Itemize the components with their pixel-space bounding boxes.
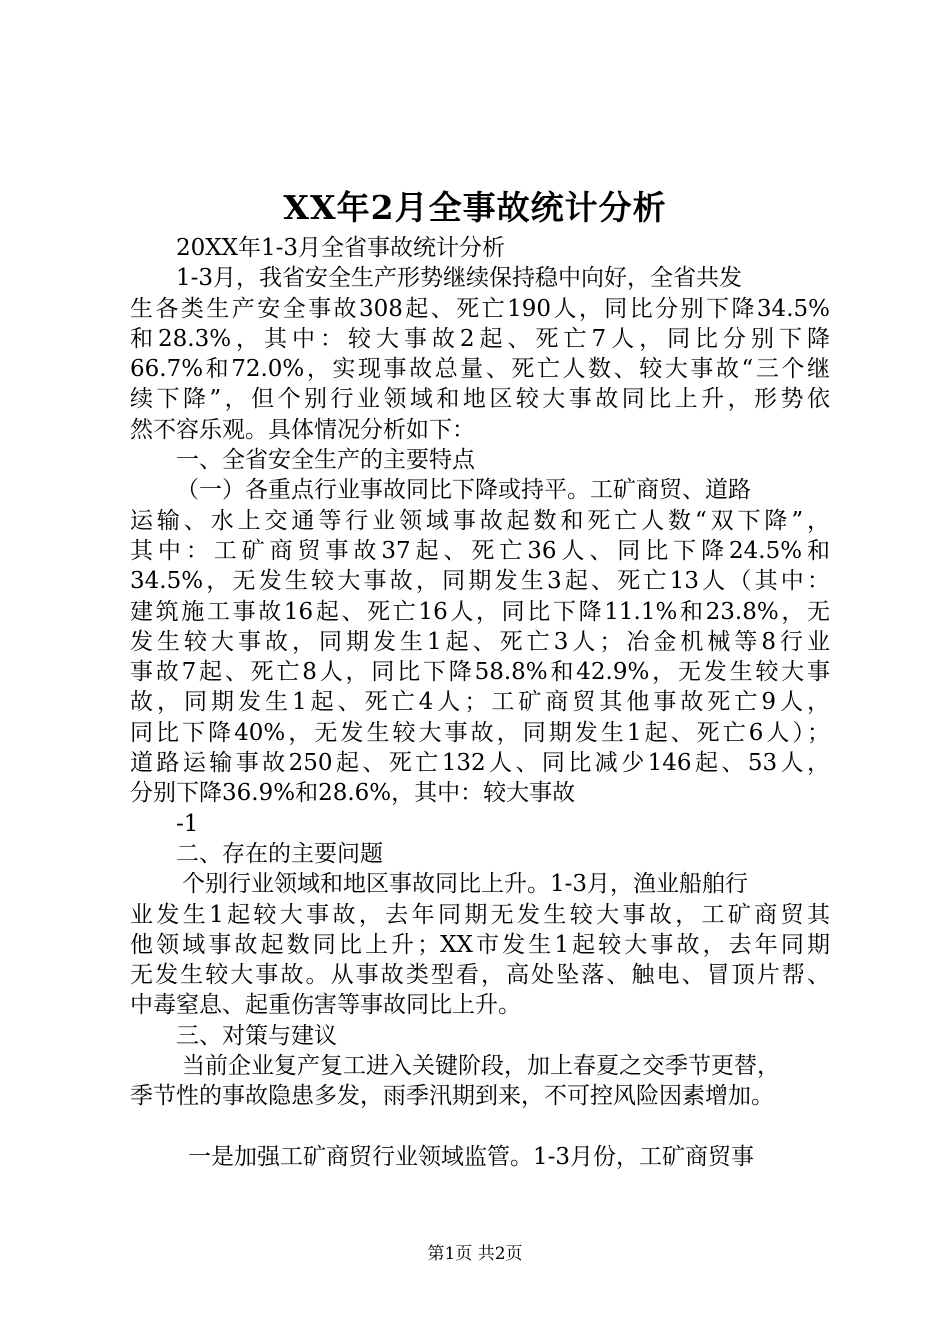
text-line: 道路运输事故250起、死亡132人、同比减少146起、53人， xyxy=(130,750,830,777)
page-footer: 第1页 共2页 xyxy=(427,1244,523,1264)
text-line: 生各类生产安全事故308起、死亡190人，同比分别下降34.5% xyxy=(130,295,830,322)
text-line: 34.5%，无发生较大事故，同期发生3起、死亡13人（其中： xyxy=(130,568,830,595)
text-line: 续下降”，但个别行业领域和地区较大事故同比上升，形势依 xyxy=(130,386,830,413)
document-body xyxy=(130,233,830,1172)
text-line: 然不容乐观。具体情况分析如下： xyxy=(130,416,475,443)
text-line: 分别下降36.9%和28.6%，其中：较大事故 xyxy=(130,780,576,807)
text-line: 发生较大事故，同期发生1起、死亡3人；冶金机械等8行业 xyxy=(130,628,830,655)
paragraph-gap xyxy=(130,1112,830,1142)
text-line: 建筑施工事故16起、死亡16人，同比下降11.1%和23.8%，无 xyxy=(130,598,830,625)
text-line: 无发生较大事故。从事故类型看，高处坠落、触电、冒顶片帮、 xyxy=(130,962,830,989)
text-line: 事故7起、死亡8人，同比下降58.8%和42.9%，无发生较大事 xyxy=(130,659,830,686)
text-line: 1-3月，我省安全生产形势继续保持稳中向好，全省共发 xyxy=(176,265,743,292)
text-line: 个别行业领域和地区事故同比上升。1-3月，渔业船舶行 xyxy=(182,871,749,898)
text-line: 一是加强工矿商贸行业领域监管。1-3月份，工矿商贸事 xyxy=(188,1143,755,1170)
text-line: 故，同期发生1起、死亡4人；工矿商贸其他事故死亡9人， xyxy=(130,689,830,716)
text-line: 同比下降40%，无发生较大事故，同期发生1起、死亡6人）； xyxy=(130,719,830,746)
text-line: 业发生1起较大事故，去年同期无发生较大事故，工矿商贸其 xyxy=(130,901,830,928)
page-marker: -1 xyxy=(176,810,199,837)
section-heading: 一、全省安全生产的主要特点 xyxy=(176,447,475,474)
text-line: 当前企业复产复工进入关键阶段，加上春夏之交季节更替， xyxy=(182,1053,780,1080)
text-line: 20XX年1-3月全省事故统计分析 xyxy=(176,235,506,261)
section-heading: 三、对策与建议 xyxy=(176,1022,337,1049)
text-line: 季节性的事故隐患多发，雨季汛期到来，不可控风险因素增加。 xyxy=(130,1083,774,1110)
document-title: XX年2月全事故统计分析 xyxy=(283,188,667,227)
text-line: （一）各重点行业事故同比下降或持平。工矿商贸、道路 xyxy=(176,477,751,504)
section-heading: 二、存在的主要问题 xyxy=(176,840,383,867)
text-line: 他领域事故起数同比上升；XX市发生1起较大事故，去年同期 xyxy=(130,931,830,958)
text-line: 其中：工矿商贸事故37起、死亡36人、同比下降24.5%和 xyxy=(130,537,830,564)
text-line: 和28.3%，其中：较大事故2起、死亡7人，同比分别下降 xyxy=(130,325,830,352)
text-line: 中毒窒息、起重伤害等事故同比上升。 xyxy=(130,992,521,1019)
text-line: 运输、水上交通等行业领域事故起数和死亡人数“双下降”， xyxy=(130,507,830,534)
text-line: 66.7%和72.0%，实现事故总量、死亡人数、较大事故“三个继 xyxy=(130,356,830,383)
